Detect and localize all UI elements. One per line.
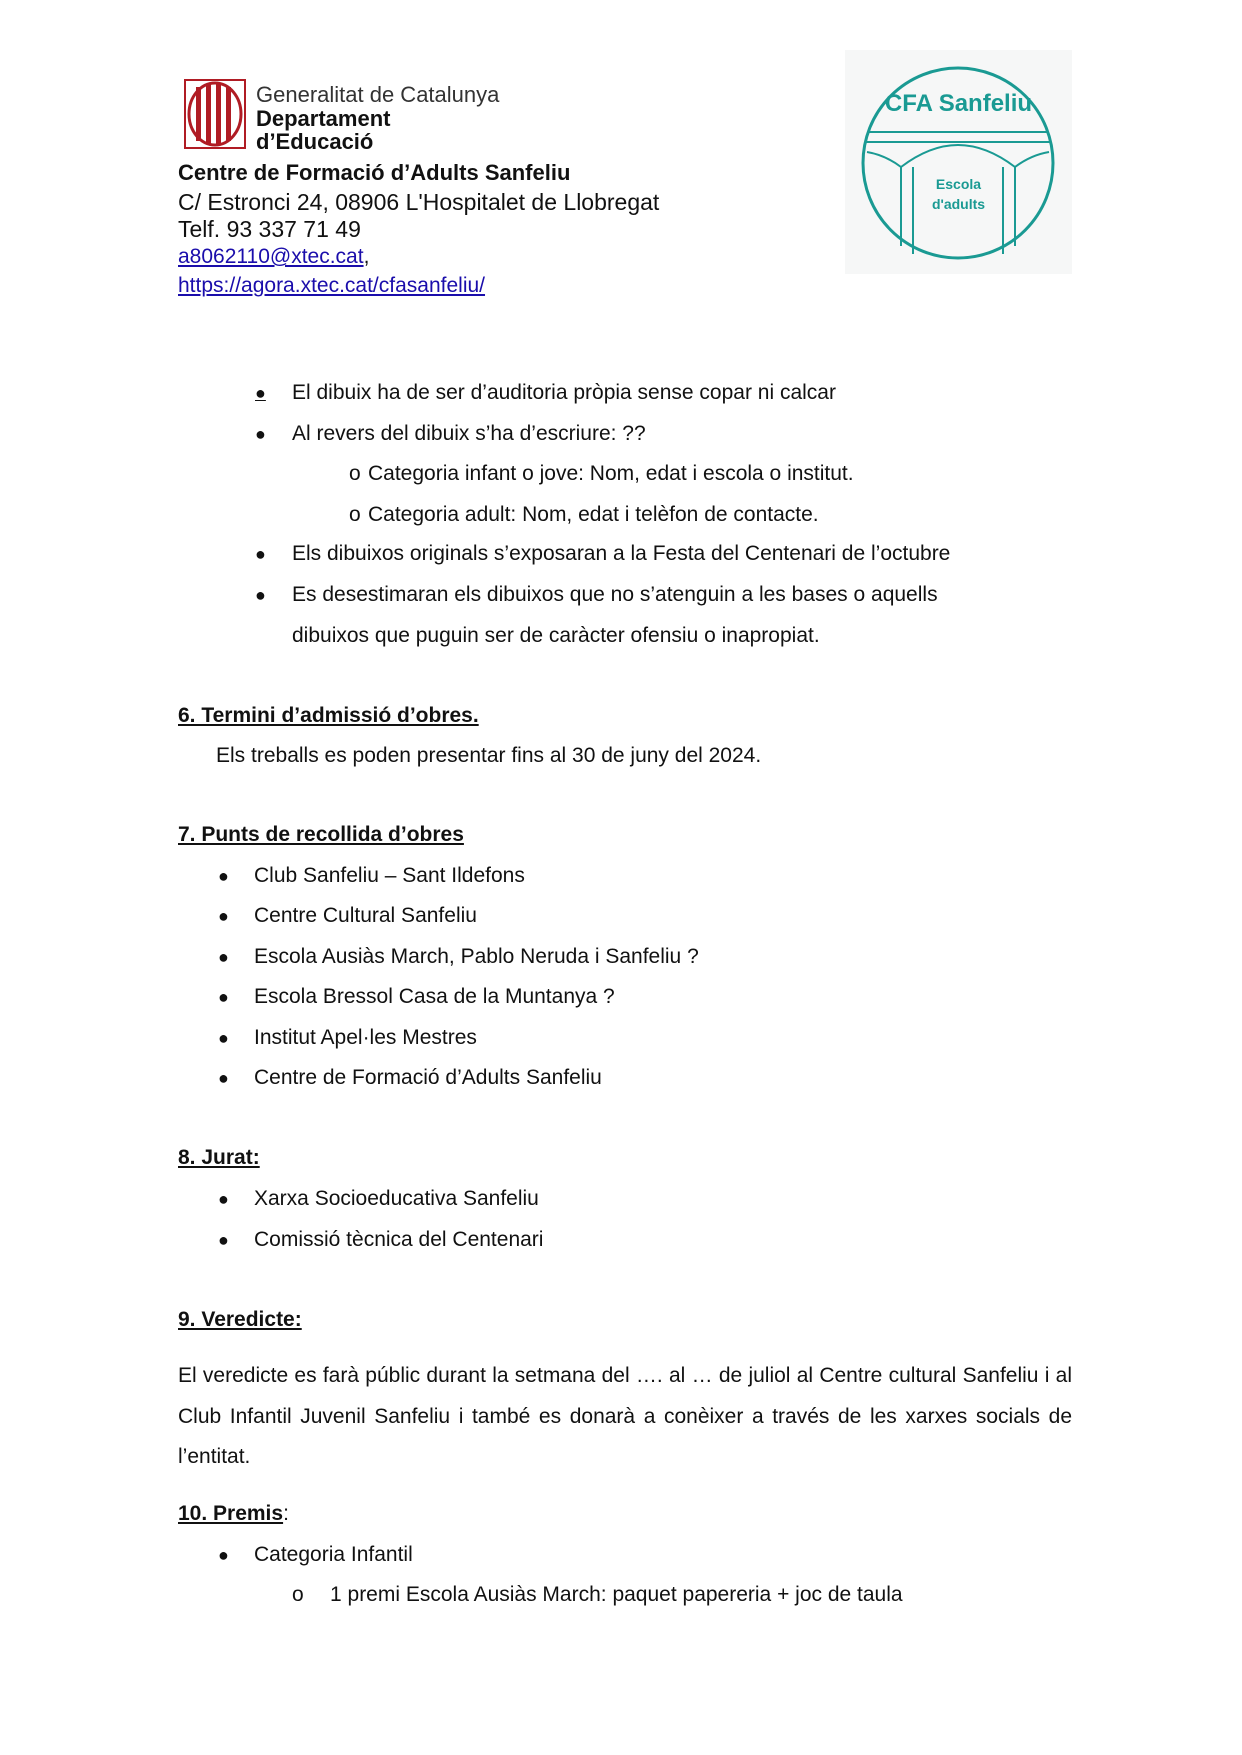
rule-item: Al revers del dibuix s’ha d’escriure: ?? bbox=[292, 422, 646, 445]
centre-name: Centre de Formació d’Adults Sanfeliu bbox=[178, 160, 571, 185]
generalitat-logo bbox=[184, 79, 246, 149]
rule-item: El dibuix ha de ser d’auditoria pròpia sense copar ni calcar bbox=[292, 381, 836, 404]
bullet: ● bbox=[218, 1028, 229, 1048]
department-line1: Departament bbox=[256, 106, 391, 131]
bullet: ● bbox=[218, 906, 229, 926]
website-line bbox=[178, 274, 485, 298]
email-link[interactable]: a8062110@xtec.cat bbox=[178, 245, 364, 268]
email-line bbox=[178, 245, 369, 269]
department-line2: d’Educació bbox=[256, 129, 374, 154]
collection-point: Centre de Formació d’Adults Sanfeliu bbox=[254, 1066, 602, 1089]
website-link[interactable]: https://agora.xtec.cat/cfasanfeliu/ bbox=[178, 274, 486, 297]
jury-member: Xarxa Socioeducativa Sanfeliu bbox=[254, 1187, 539, 1210]
cfa-logo-sub1: Escola bbox=[935, 176, 982, 192]
gov-name: Generalitat de Catalunya bbox=[256, 82, 500, 107]
sub-bullet: o bbox=[349, 503, 361, 526]
prize-item: 1 premi Escola Ausiàs March: paquet papereria + joc de taula bbox=[330, 1583, 903, 1606]
section-9-heading: 9. Veredicte: bbox=[178, 1308, 302, 1331]
section-6-text: Els treballs es poden presentar fins al 30 de juny del 2024. bbox=[216, 744, 762, 767]
section-6-heading: 6. Termini d’admissió d’obres. bbox=[178, 704, 479, 727]
bullet: ● bbox=[218, 987, 229, 1007]
collection-point: Centre Cultural Sanfeliu bbox=[254, 904, 477, 927]
bullet: ● bbox=[255, 424, 266, 444]
centre-address: C/ Estronci 24, 08906 L'Hospitalet de Llobregat bbox=[178, 189, 660, 215]
bullet: ● bbox=[218, 1545, 229, 1565]
bullet: ● bbox=[218, 1189, 229, 1209]
section-8-heading: 8. Jurat: bbox=[178, 1146, 260, 1169]
cfa-logo bbox=[845, 50, 1072, 274]
cfa-logo-title: CFA Sanfeliu bbox=[884, 90, 1033, 117]
cfa-logo-sub2: d'adults bbox=[931, 196, 986, 212]
bullet: ● bbox=[218, 1230, 229, 1250]
bullet: ● bbox=[218, 947, 229, 967]
bullet: ● bbox=[218, 1068, 229, 1088]
section-7-heading: 7. Punts de recollida d’obres bbox=[178, 823, 464, 846]
section-10-colon: : bbox=[283, 1502, 289, 1525]
collection-point: Club Sanfeliu – Sant Ildefons bbox=[254, 864, 525, 887]
centre-phone: Telf. 93 337 71 49 bbox=[178, 216, 361, 242]
rule-subitem: Categoria adult: Nom, edat i telèfon de contacte. bbox=[368, 503, 819, 526]
rule-subitem: Categoria infant o jove: Nom, edat i escola o institut. bbox=[368, 462, 854, 485]
collection-point: Escola Ausiàs March, Pablo Neruda i Sanfeliu ? bbox=[254, 945, 699, 968]
jury-member: Comissió tècnica del Centenari bbox=[254, 1228, 544, 1251]
rule-item-continued: dibuixos que puguin ser de caràcter ofensiu o inapropiat. bbox=[292, 624, 820, 647]
collection-point: Institut Apel·les Mestres bbox=[254, 1026, 477, 1049]
section-10-title: 10. Premis bbox=[178, 1502, 284, 1525]
bullet: ● bbox=[255, 544, 266, 564]
email-comma: , bbox=[363, 245, 370, 268]
bullet: ● bbox=[218, 866, 229, 886]
rule-item: Els dibuixos originals s’exposaran a la Festa del Centenari de l’octubre bbox=[292, 542, 951, 565]
prize-category: Categoria Infantil bbox=[254, 1543, 413, 1566]
cfa-logo-graphic bbox=[845, 50, 1072, 274]
sub-bullet: o bbox=[292, 1583, 304, 1606]
section-10-heading bbox=[178, 1494, 289, 1534]
sub-bullet: o bbox=[349, 462, 361, 485]
bullet: ● bbox=[255, 383, 266, 403]
section-9-text: El veredicte es farà públic durant la setmana del …. al … de juliol al Centre cultural Sanfeliu i al Club Infantil Juvenil Sanfeliu i també es donarà a conèixer a través de les xarxes socials de l’entitat. bbox=[178, 1364, 1072, 1469]
bullet: ● bbox=[255, 585, 266, 605]
collection-point: Escola Bressol Casa de la Muntanya ? bbox=[254, 985, 615, 1008]
rule-item: Es desestimaran els dibuixos que no s’atenguin a les bases o aquells bbox=[292, 583, 938, 606]
